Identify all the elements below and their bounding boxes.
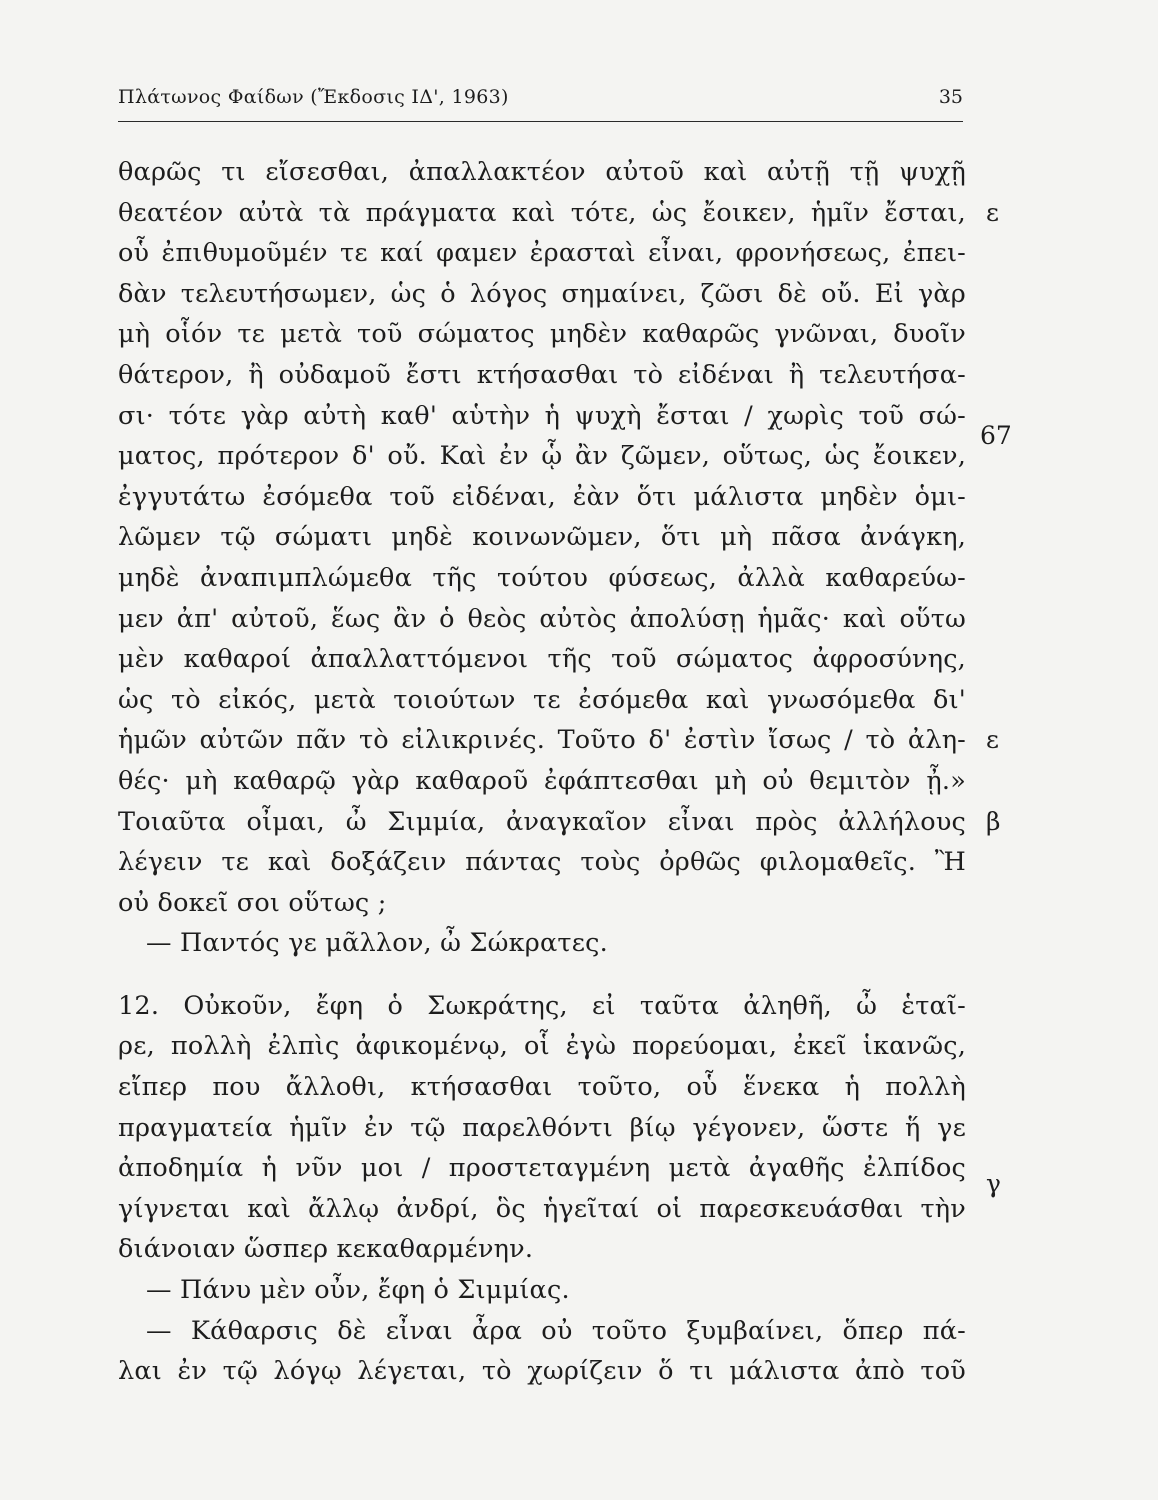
text-line: — Κάθαρσις δὲ εἶναι ἆρα οὐ τοῦτο ξυμβαίνει, ὅπερ πά- [146, 1315, 966, 1346]
text-line: γίγνεται καὶ ἄλλῳ ἀνδρί, ὃς ἡγεῖταί οἱ παρεσκευάσθαι τὴν [118, 1193, 966, 1224]
text-line: λαι ἐν τῷ λόγῳ λέγεται, τὸ χωρίζειν ὅ τι μάλιστα ἀπὸ τοῦ [118, 1356, 966, 1387]
margin-mark: ε [986, 197, 999, 227]
text-line: ἡμῶν αὐτῶν πᾶν τὸ εἰλικρινές. Τοῦτο δ' ἐστὶν ἴσως / τὸ ἀλη- [118, 725, 966, 756]
text-line: δὰν τελευτήσωμεν, ὡς ὁ λόγος σημαίνει, ζῶσι δὲ οὔ. Εἰ γὰρ [118, 278, 966, 309]
text-line: θές· μὴ καθαρῷ γὰρ καθαροῦ ἐφάπτεσθαι μὴ οὐ θεμιτὸν ᾖ.» [118, 765, 966, 796]
main-text [118, 152, 966, 1392]
text-line: ὡς τὸ εἰκός, μετὰ τοιούτων τε ἐσόμεθα καὶ γνωσόμεθα δι' [118, 684, 966, 715]
text-line: 12. Οὐκοῦν, ἔφη ὁ Σωκράτης, εἰ ταῦτα ἀληθῆ, ὦ ἑταῖ- [118, 990, 966, 1021]
text-line: μὲν καθαροί ἀπαλλαττόμενοι τῆς τοῦ σώματος ἀφροσύνης, [118, 644, 966, 675]
text-line: ἐγγυτάτω ἐσόμεθα τοῦ εἰδέναι, ἐὰν ὅτι μάλιστα μηδὲν ὁμι- [118, 481, 966, 512]
margin-mark: 67 [980, 421, 1012, 450]
text-line: μὴ οἷόν τε μετὰ τοῦ σώματος μηδὲν καθαρῶς γνῶναι, δυοῖν [118, 319, 966, 350]
text-line: εἴπερ που ἄλλοθι, κτήσασθαι τοῦτο, οὗ ἕνεκα ἡ πολλὴ [118, 1072, 966, 1103]
running-head [118, 86, 963, 116]
margin-mark: β [986, 807, 1001, 836]
text-line: θαρῶς τι εἴσεσθαι, ἀπαλλακτέον αὐτοῦ καὶ αὐτῇ τῇ ψυχῇ [118, 157, 966, 187]
text-line: ματος, πρότερον δ' οὔ. Καὶ ἐν ᾧ ἂν ζῶμεν, οὕτως, ὡς ἔοικεν, [118, 441, 966, 472]
text-line: μηδὲ ἀναπιμπλώμεθα τῆς τούτου φύσεως, ἀλλὰ καθαρεύω- [118, 562, 966, 593]
text-line: λέγειν τε καὶ δοξάζειν πάντας τοὺς ὀρθῶς φιλομαθεῖς. Ἢ [118, 847, 966, 878]
text-line: λῶμεν τῷ σώματι μηδὲ κοινωνῶμεν, ὅτι μὴ πᾶσα ἀνάγκη, [118, 522, 966, 553]
text-line: πραγματεία ἡμῖν ἐν τῷ παρελθόντι βίῳ γέγονεν, ὥστε ἥ γε [118, 1112, 966, 1143]
text-line: θάτερον, ἢ οὐδαμοῦ ἔστι κτήσασθαι τὸ εἰδέναι ἢ τελευτήσα- [118, 359, 966, 390]
text-line: θεατέον αὐτὰ τὰ πράγματα καὶ τότε, ὡς ἔοικεν, ἡμῖν ἔσται, [118, 197, 966, 228]
text-line: οὗ ἐπιθυμοῦμέν τε καί φαμεν ἐρασταὶ εἶναι, φρονήσεως, ἐπει- [118, 238, 966, 269]
section-gap [118, 964, 966, 986]
text-line: ρε, πολλὴ ἐλπὶς ἀφικομένῳ, οἷ ἐγὼ πορεύομαι, ἐκεῖ ἱκανῶς, [118, 1031, 966, 1062]
header-rule [118, 121, 963, 122]
text-line: σι· τότε γὰρ αὐτὴ καθ' αὑτὴν ἡ ψυχὴ ἔσται / χωρὶς τοῦ σώ- [118, 400, 966, 431]
text-line: Τοιαῦτα οἶμαι, ὦ Σιμμία, ἀναγκαῖον εἶναι πρὸς ἀλλήλους [118, 806, 966, 837]
text-line: ἀποδημία ἡ νῦν μοι / προστεταγμένη μετὰ ἀγαθῆς ἐλπίδος [118, 1153, 966, 1184]
dialogue-reply: — Πάνυ μὲν οὖν, ἔφη ὁ Σιμμίας. [146, 1275, 570, 1306]
text-line: οὐ δοκεῖ σοι οὕτως ; [118, 887, 387, 918]
text-line: μεν ἀπ' αὐτοῦ, ἕως ἂν ὁ θεὸς αὐτὸς ἀπολύσῃ ἡμᾶς· καὶ οὕτω [118, 603, 966, 634]
dialogue-reply: — Παντός γε μᾶλλον, ὦ Σώκρατες. [146, 928, 608, 959]
page-number: 35 [938, 86, 963, 108]
running-title: Πλάτωνος Φαίδων (Ἔκδοσις ΙΔ', 1963) [118, 86, 509, 108]
margin-mark: γ [986, 1169, 1001, 1198]
text-line: διάνοιαν ὥσπερ κεκαθαρμένην. [118, 1234, 534, 1265]
margin-mark: ε [986, 725, 999, 754]
